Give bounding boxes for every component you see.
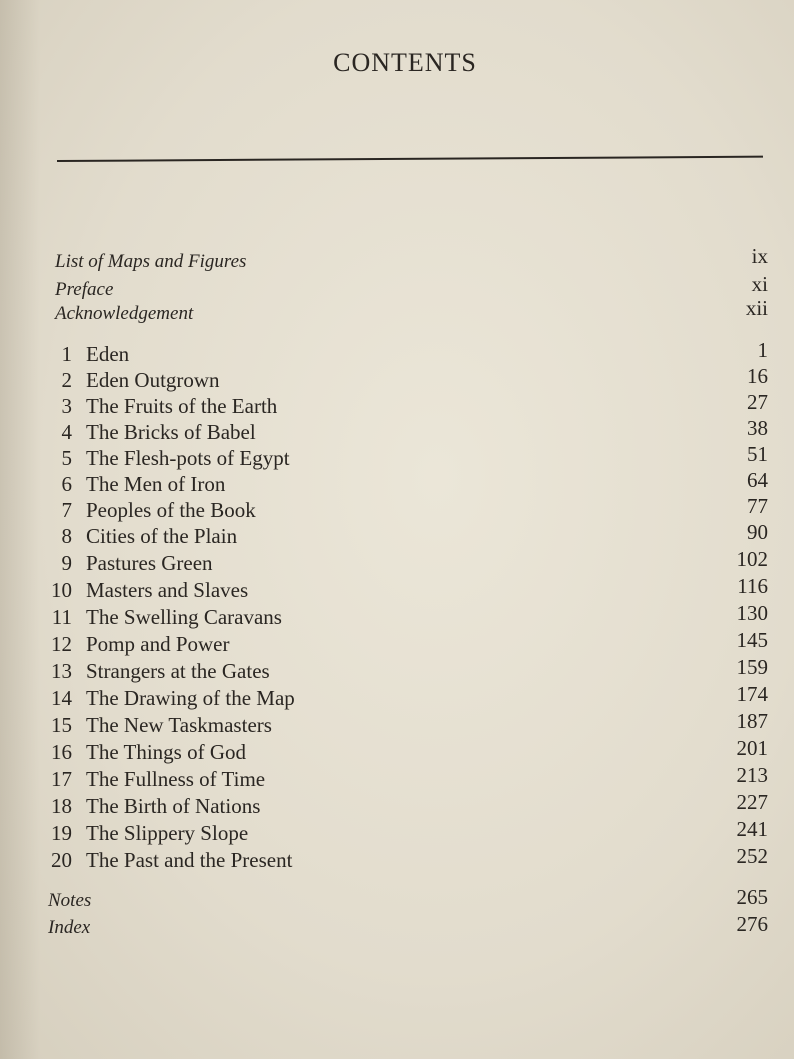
chapter-number: 4	[61, 420, 72, 444]
toc-entry-chapter	[0, 711, 794, 739]
chapter-title: Masters and Slaves	[86, 578, 249, 602]
toc-entry-chapter	[0, 657, 794, 685]
entry-page: 77	[747, 494, 768, 518]
toc-entry-chapter	[0, 684, 794, 712]
chapter-number: 1	[61, 342, 72, 366]
entry-page: 64	[747, 468, 768, 492]
chapter-number: 9	[61, 551, 72, 575]
toc-entry-chapter	[0, 366, 794, 394]
entry-page: 90	[747, 520, 768, 544]
chapter-title: The New Taskmasters	[86, 713, 272, 737]
entry-page: 27	[747, 390, 768, 414]
toc-entry-chapter	[0, 392, 794, 420]
toc-entry-back	[0, 887, 794, 915]
chapter-title: The Drawing of the Map	[86, 686, 295, 710]
chapter-number: 13	[51, 659, 72, 683]
entry-page: xi	[751, 272, 768, 296]
entry-page: 51	[747, 442, 768, 466]
chapter-number: 20	[51, 848, 72, 872]
chapter-title: Pomp and Power	[86, 632, 230, 656]
entry-page: 16	[747, 364, 768, 388]
chapter-title: The Flesh-pots of Egypt	[86, 446, 290, 470]
toc-entry-chapter	[0, 496, 794, 524]
entry-page: 130	[736, 601, 768, 625]
toc-entry-chapter	[0, 470, 794, 498]
chapter-title: The Slippery Slope	[86, 821, 249, 845]
chapter-number: 5	[61, 446, 72, 470]
toc-entry-chapter	[0, 738, 794, 766]
horizontal-rule	[57, 156, 763, 162]
toc-entry-chapter	[0, 603, 794, 631]
toc-entry-front	[0, 296, 794, 328]
chapter-number: 2	[61, 368, 72, 392]
chapter-title: The Things of God	[86, 740, 247, 764]
chapter-title: The Swelling Caravans	[86, 605, 282, 629]
entry-label: Notes	[48, 890, 92, 911]
entry-page: 265	[736, 885, 768, 909]
entry-page: 241	[736, 817, 768, 841]
chapter-title: The Men of Iron	[86, 472, 226, 496]
entry-page: 145	[736, 628, 768, 652]
toc-entry-chapter	[0, 444, 794, 472]
entry-page: ix	[751, 244, 768, 268]
toc-entry-chapter	[0, 576, 794, 604]
entry-label: Index	[48, 917, 91, 938]
toc-entry-chapter	[0, 792, 794, 820]
toc-entry-back	[0, 914, 794, 942]
entry-page: 102	[736, 547, 768, 571]
chapter-title: Eden	[86, 342, 130, 366]
chapter-number: 16	[51, 740, 72, 764]
chapter-title: The Fruits of the Earth	[86, 394, 278, 418]
chapter-title: The Fullness of Time	[86, 767, 266, 791]
toc-entry-chapter	[0, 630, 794, 658]
chapter-title: Pastures Green	[86, 551, 213, 575]
entry-label: Preface	[55, 279, 114, 300]
chapter-number: 3	[61, 394, 72, 418]
entry-page: 252	[736, 844, 768, 868]
toc-entry-chapter	[0, 765, 794, 793]
entry-page: 38	[747, 416, 768, 440]
entry-page: 174	[736, 682, 768, 706]
toc-entry-chapter	[0, 418, 794, 446]
chapter-title: Strangers at the Gates	[86, 659, 270, 683]
entry-page: 116	[737, 574, 768, 598]
chapter-number: 17	[51, 767, 72, 791]
chapter-title: Peoples of the Book	[86, 498, 256, 522]
toc-entry-front	[0, 244, 794, 276]
entry-page: 187	[736, 709, 768, 733]
entry-page: 276	[736, 912, 768, 936]
toc-entry-chapter	[0, 522, 794, 550]
chapter-number: 15	[51, 713, 72, 737]
chapter-number: 7	[61, 498, 72, 522]
entry-page: 159	[736, 655, 768, 679]
entry-page: 213	[736, 763, 768, 787]
entry-page: 201	[736, 736, 768, 760]
entry-page: xii	[745, 296, 768, 320]
chapter-title: Eden Outgrown	[86, 368, 220, 392]
chapter-title: The Bricks of Babel	[86, 420, 256, 444]
toc-entry-chapter	[0, 340, 794, 368]
chapter-number: 14	[51, 686, 72, 710]
chapter-number: 6	[61, 472, 72, 496]
entry-page: 227	[736, 790, 768, 814]
chapter-title: The Past and the Present	[86, 848, 293, 872]
chapter-number: 8	[61, 524, 72, 548]
toc-entry-chapter	[0, 549, 794, 577]
entry-label: Acknowledgement	[55, 303, 194, 324]
chapter-number: 10	[51, 578, 72, 602]
chapter-number: 18	[51, 794, 72, 818]
chapter-title: Cities of the Plain	[86, 524, 238, 548]
contents-heading: CONTENTS	[333, 48, 477, 77]
chapter-title: The Birth of Nations	[86, 794, 261, 818]
toc-entry-chapter	[0, 819, 794, 847]
entry-page: 1	[757, 338, 768, 362]
entry-label: List of Maps and Figures	[55, 251, 247, 272]
chapter-number: 19	[51, 821, 72, 845]
chapter-number: 12	[51, 632, 72, 656]
chapter-number: 11	[51, 605, 72, 629]
toc-entry-chapter	[0, 846, 794, 874]
